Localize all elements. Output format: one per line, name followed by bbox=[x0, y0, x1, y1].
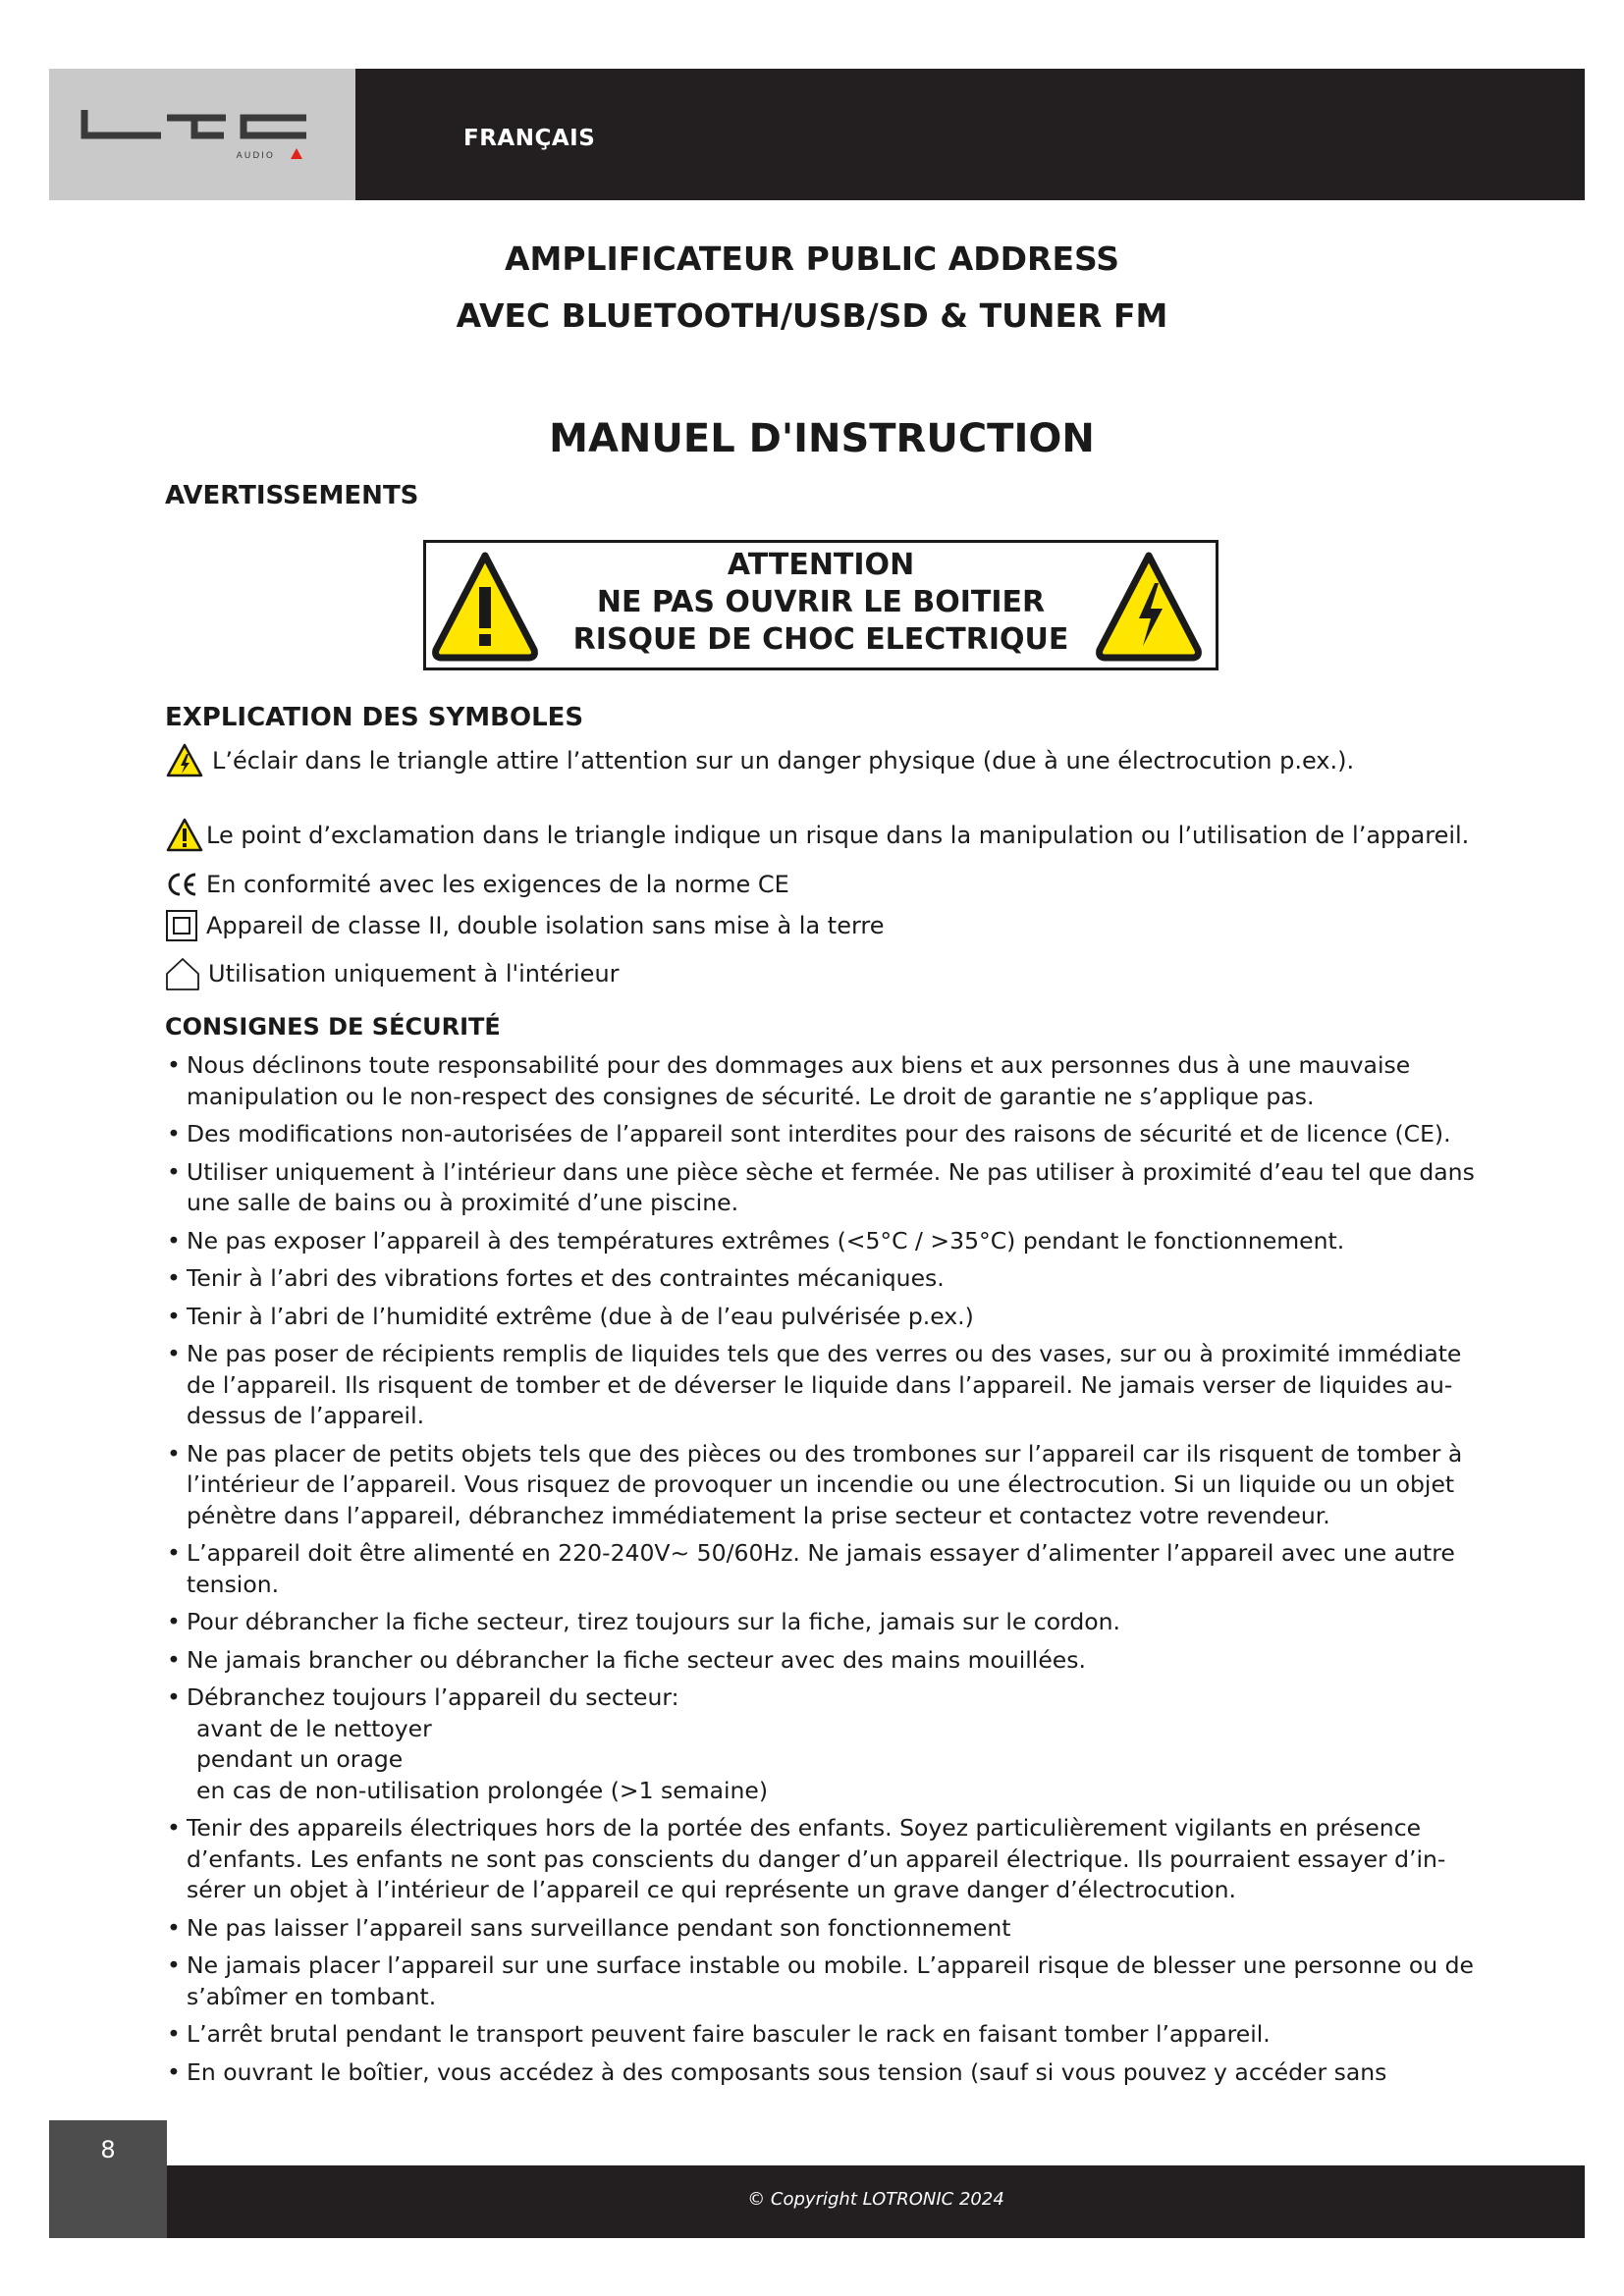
safety-heading: CONSIGNES DE SÉCURITÉ bbox=[165, 1013, 501, 1041]
unplug-case: en cas de non-utilisation prolongée (>1 semaine) bbox=[196, 1776, 769, 1804]
list-item: • En ouvrant le boîtier, vous accédez à des composants sous tension (sauf si vous pouvez y accéder sans bbox=[165, 2057, 1481, 2089]
page-header bbox=[49, 69, 1585, 200]
symbol-text: En conformité avec les exigences de la norme CE bbox=[206, 871, 789, 898]
list-item: • Tenir des appareils électriques hors de la portée des enfants. Soyez particulièrement vigilants en présence d’enfants. Les enfants ne sont pas conscients du danger d’un appareil électrique. Ils pourraient essayer d’in-sérer un objet à l’intérieur de l’appareil ce qui représente un grave danger d’électrocution. bbox=[165, 1813, 1481, 1906]
list-item: • Des modifications non-autorisées de l’appareil sont interdites pour des raisons de sécurité et de licence (CE). bbox=[165, 1119, 1481, 1150]
list-item: • Ne pas poser de récipients remplis de liquides tels que des verres ou des vases, sur ou à proximité immédiate de l’appareil. Ils risquent de tomber et de déverser le liquide dans l’appareil. Ne jamais verser de liquides au-dessus de l’appareil. bbox=[165, 1339, 1481, 1432]
manual-title: MANUEL D'INSTRUCTION bbox=[549, 416, 1095, 461]
list-item: • Ne jamais placer l’appareil sur une surface instable ou mobile. L’appareil risque de blesser une personne ou de s’abîmer en tombant. bbox=[165, 1950, 1481, 2012]
symbol-row-exclamation bbox=[165, 817, 1469, 854]
copyright-text: © Copyright LOTRONIC 2024 bbox=[747, 2189, 1004, 2210]
symbol-row-lightning bbox=[165, 742, 1354, 779]
lightning-triangle-icon bbox=[165, 742, 204, 779]
list-item: • L’appareil doit être alimenté en 220-240V~ 50/60Hz. Ne jamais essayer d’alimenter l’appareil avec une autre tension. bbox=[165, 1538, 1481, 1600]
unplug-case: pendant un orage bbox=[196, 1745, 404, 1773]
list-item: • Pour débrancher la fiche secteur, tirez toujours sur la fiche, jamais sur le cordon. bbox=[165, 1607, 1481, 1638]
symbol-row-class-ii bbox=[165, 909, 885, 942]
page-number-box bbox=[49, 2120, 167, 2238]
list-item: • Ne pas exposer l’appareil à des températures extrêmes (<5°C / >35°C) pendant le fonctionnement. bbox=[165, 1226, 1481, 1257]
ltc-audio-logo-icon bbox=[79, 106, 324, 165]
unplug-cases bbox=[187, 1714, 1481, 1807]
symbol-row-indoor bbox=[165, 956, 620, 991]
unplug-case: avant de le nettoyer bbox=[196, 1714, 432, 1742]
list-item: • Nous déclinons toute responsabilité pour des dommages aux biens et aux personnes dus à une mauvaise manipulation ou le non-respect des consignes de sécurité. Le droit de garantie ne s’applique pas. bbox=[165, 1050, 1481, 1112]
list-item: • Utiliser uniquement à l’intérieur dans une pièce sèche et fermée. Ne pas utiliser à proximité d’eau tel que dans une salle de bains ou à proximité d’une piscine. bbox=[165, 1157, 1481, 1219]
safety-list bbox=[165, 1050, 1481, 2095]
warnings-heading: AVERTISSEMENTS bbox=[165, 481, 419, 510]
list-item: • Ne pas placer de petits objets tels que des pièces ou des trombones sur l’appareil car ils risquent de tomber à l’intérieur de l’appareil. Vous risquez de provoquer un incendie ou une électrocution. Si un liquide ou un objet pénètre dans l’appareil, débranchez immédiatement la prise secteur et contactez votre revendeur. bbox=[165, 1439, 1481, 1532]
symbol-text: L’éclair dans le triangle attire l’attention sur un danger physique (due à une électrocution p.ex.). bbox=[212, 747, 1355, 774]
warning-line2: NE PAS OUVRIR LE BOITIER bbox=[596, 585, 1046, 619]
exclamation-warning-icon bbox=[430, 548, 540, 664]
ce-mark-icon bbox=[165, 870, 198, 899]
unplug-intro: Débranchez toujours l’appareil du secteur: bbox=[187, 1683, 679, 1711]
list-item: • Tenir à l’abri des vibrations fortes et des contraintes mécaniques. bbox=[165, 1263, 1481, 1295]
exclamation-triangle-icon bbox=[165, 817, 204, 854]
product-title-line1: AMPLIFICATEUR PUBLIC ADDRESS bbox=[504, 240, 1120, 278]
warning-text bbox=[544, 547, 1098, 659]
list-item: • Ne pas laisser l’appareil sans surveillance pendant son fonctionnement bbox=[165, 1913, 1481, 1945]
list-item: • L’arrêt brutal pendant le transport peuvent faire basculer le rack en faisant tomber l’appareil. bbox=[165, 2019, 1481, 2051]
warning-box bbox=[423, 540, 1218, 670]
language-bar bbox=[355, 69, 1585, 200]
symbol-text: Utilisation uniquement à l'intérieur bbox=[208, 960, 620, 988]
lightning-warning-icon bbox=[1094, 548, 1204, 664]
list-item: • Ne jamais brancher ou débrancher la fiche secteur avec des mains mouillées. bbox=[165, 1645, 1481, 1677]
symbol-text: Le point d’exclamation dans le triangle indique un risque dans la manipulation ou l’utilisation de l’appareil. bbox=[206, 822, 1470, 849]
brand-logo bbox=[49, 69, 355, 200]
footer-bar bbox=[167, 2165, 1585, 2238]
list-item-unplug bbox=[165, 1682, 1481, 1806]
warning-line3: RISQUE DE CHOC ELECTRIQUE bbox=[572, 622, 1069, 657]
list-item: • Tenir à l’abri de l’humidité extrême (due à de l’eau pulvérisée p.ex.) bbox=[165, 1302, 1481, 1333]
symbol-text: Appareil de classe II, double isolation sans mise à la terre bbox=[206, 912, 885, 939]
language-label: FRANÇAIS bbox=[463, 126, 596, 151]
product-title-line2: AVEC BLUETOOTH/USB/SD & TUNER FM bbox=[456, 296, 1168, 335]
symbols-heading: EXPLICATION DES SYMBOLES bbox=[165, 703, 584, 732]
class-ii-icon bbox=[165, 909, 198, 942]
page-number: 8 bbox=[100, 2136, 116, 2163]
house-icon bbox=[165, 956, 200, 991]
symbol-row-ce bbox=[165, 870, 789, 899]
warning-line1: ATTENTION bbox=[727, 548, 915, 582]
svg-text:AUDIO: AUDIO bbox=[236, 151, 275, 161]
